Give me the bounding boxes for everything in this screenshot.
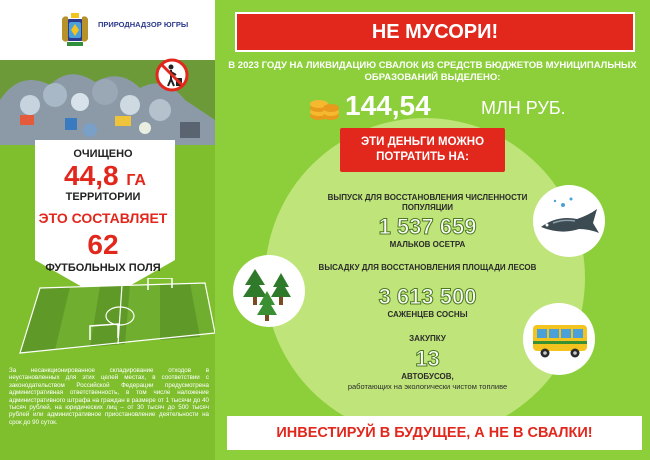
coat-of-arms-emblem	[60, 13, 90, 47]
fine-legal-text: За несанкционированное складирование отходов в неустановленных для этих целей местах, в соответствии с законодательством Российской Федерации предусмотрена административная ответственность, в том числе наложение административного штрафа на граждан в размере от 1 тысячи до 40 тысяч рублей, на юридических лиц – от 30 тысяч до 500 тысяч рублей или административное приостановление деятельности на срок до 90 суток.	[9, 367, 209, 426]
right-column	[215, 0, 650, 460]
slogan-bar: ИНВЕСТИРУЙ В БУДУЩЕЕ, А НЕ В СВАЛКИ!	[227, 416, 642, 450]
coins-icon	[307, 90, 341, 124]
area-unit: ГА	[126, 172, 146, 189]
item-1-title: ВЫПУСК ДЛЯ ВОССТАНОВЛЕНИЯ ЧИСЛЕННОСТИ ПОПУЛЯЦИИ	[327, 193, 528, 212]
item-1-subtitle: МАЛЬКОВ ОСЕТРА	[389, 240, 466, 249]
left-column	[0, 0, 215, 460]
item-1-value: 1 537 659	[378, 214, 477, 239]
area-number: 44,8	[64, 160, 119, 191]
equals-label: ЭТО СОСТАВЛЯЕТ	[38, 210, 168, 226]
area-value	[20, 160, 190, 192]
fields-value: 62	[87, 229, 119, 260]
amount-unit: МЛН РУБ.	[481, 98, 566, 118]
item-3-value: 13	[415, 346, 440, 371]
sturgeon-icon	[533, 185, 605, 257]
item-3-subtitle-detail: работающих на экологически чистом топливе	[347, 382, 508, 391]
pine-trees-icon	[233, 255, 305, 327]
item-2-value: 3 613 500	[378, 284, 477, 309]
amount-value: 144,54	[345, 90, 431, 121]
intro-text: В 2023 ГОДУ НА ЛИКВИДАЦИЮ СВАЛОК ИЗ СРЕДСТВ БЮДЖЕТОВ МУНИЦИПАЛЬНЫХ ОБРАЗОВАНИЙ ВЫДЕЛЕНО:	[228, 60, 637, 83]
logo-header	[0, 0, 215, 60]
item-2-title: ВЫСАДКУ ДЛЯ ВОССТАНОВЛЕНИЯ ПЛОЩАДИ ЛЕСОВ	[318, 263, 537, 272]
football-field-illustration	[0, 278, 215, 358]
sturgeon-icon-circle	[533, 185, 605, 257]
no-littering-sign-icon	[155, 58, 189, 92]
pine-trees-icon-circle	[233, 255, 305, 327]
territory-label: ТЕРРИТОРИИ	[65, 191, 141, 203]
org-name: ПРИРОДНАДЗОР ЮГРЫ	[98, 20, 189, 29]
page-title: НЕ МУСОРИ!	[235, 12, 635, 52]
cleaned-label: ОЧИЩЕНО	[73, 148, 133, 160]
spend-label: ЭТИ ДЕНЬГИ МОЖНО ПОТРАТИТЬ НА:	[340, 128, 505, 172]
item-3-title: ЗАКУПКУ	[409, 334, 446, 343]
fields-label: ФУТБОЛЬНЫХ ПОЛЯ	[45, 262, 161, 274]
item-3-subtitle: АВТОБУСОВ,	[401, 372, 454, 381]
item-2-subtitle: САЖЕНЦЕВ СОСНЫ	[387, 310, 468, 319]
